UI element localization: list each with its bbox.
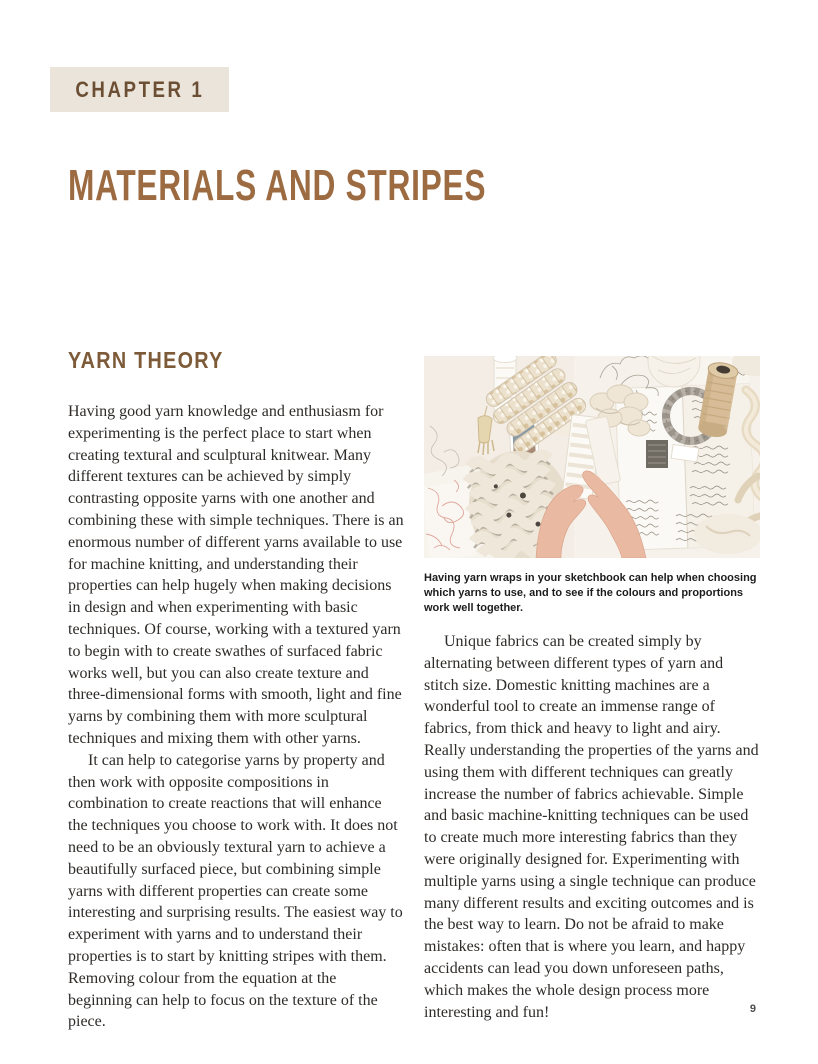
chapter-box	[50, 67, 229, 112]
right-column	[424, 347, 760, 1033]
yarn-flatlay-photo	[424, 356, 760, 558]
photo-caption: Having yarn wraps in your sketchbook can help when choosing which yarns to use, and to see if the colours and proportions work well together.	[424, 572, 757, 614]
section-heading: YARN THEORY	[68, 347, 224, 373]
right-paragraph-1: Unique fabrics can be created simply by alternating between different types of yarn and stitch size. Domestic knitting machines are a wonderful tool to create an immense range of fabrics, from thick and heavy to light and airy. Really understanding the properties of the yarns and using them with different techniques can greatly increase the number of fabrics achievable. Simple and basic machine-knitting techniques can be used to create much more interesting fabrics than they were originally designed for. Experimenting with multiple yarns using a single technique can produce many different results and exciting outcomes and is the best way to learn. Do not be afraid to make mistakes: often that is where you learn, and happy accidents can lead you down unforeseen paths, which makes the whole design process more interesting and fun!	[424, 633, 759, 1021]
left-paragraph-1: Having good yarn knowledge and enthusiasm for experimenting is the perfect place to start when creating textural and sculptural knitwear. Many different textures can be achieved by simply contrasting opposite yarns with one another and combining these with simple techniques. There is an enormous number of different yarns available to use for machine knitting, and understanding their properties can help hugely when making decisions in design and when experimenting with basic techniques. Of course, working with a textured yarn to begin with to create swathes of surfaced fabric works well, but you can also create texture and three-dimensional forms with smooth, light and fine yarns by combining them with more sculptural techniques and mixing them with other yarns.	[68, 403, 404, 747]
left-paragraph-2: It can help to categorise yarns by property and then work with opposite compositions in combination to create reactions that will enhance the techniques you choose to work with. It does not need to be an obviously textural yarn to achieve a beautifully surfaced piece, but combining simple yarns with different properties can create some interesting and surprising results. The easiest way to experiment with yarns and to understand their properties is to start by knitting stripes with them. Removing colour from the equation at the beginning can help to focus on the texture of the piece.	[68, 751, 403, 1031]
page-title: MATERIALS AND STRIPES	[68, 161, 487, 210]
page-number: 9	[749, 1003, 756, 1015]
left-column	[68, 347, 404, 1033]
chapter-label: CHAPTER 1	[75, 76, 204, 102]
page-content	[68, 347, 760, 1033]
